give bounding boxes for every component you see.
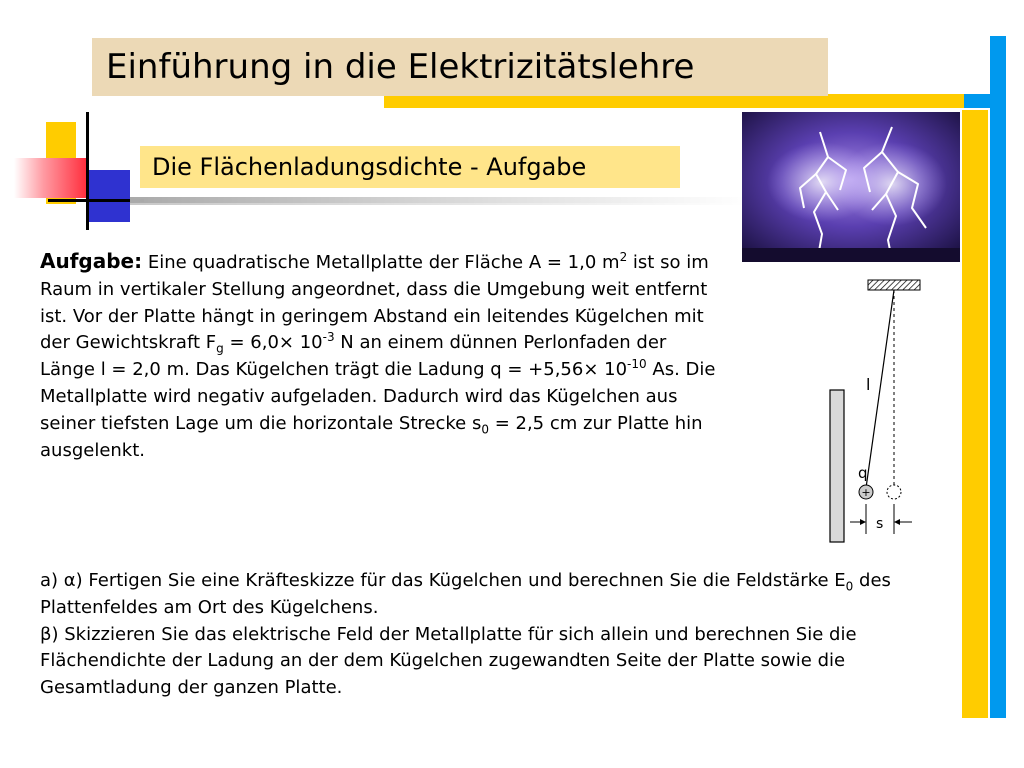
- rest-ball-outline: [887, 485, 901, 499]
- task-sup-3: -10: [627, 357, 647, 372]
- question-alpha-text-2: des Plattenfeldes am Ort des Kügelchens.: [40, 570, 891, 618]
- lightning-photo: [742, 112, 960, 262]
- task-lead: Aufgabe:: [40, 249, 143, 273]
- subtitle-shadow-rule-thin: [130, 203, 750, 205]
- slide-title: Einführung in die Elektrizitätslehre: [106, 47, 695, 87]
- charge-label: q: [858, 464, 868, 482]
- task-sub-1: g: [216, 341, 224, 356]
- title-underline-bar: [384, 94, 988, 108]
- question-a-label: a): [40, 570, 64, 591]
- task-sup-1: 2: [619, 250, 628, 264]
- questions-block: [40, 568, 920, 702]
- question-beta: [40, 622, 920, 702]
- task-sup-2: -3: [322, 330, 335, 345]
- beta-symbol: β: [40, 623, 52, 645]
- ceiling-mount: [868, 280, 920, 290]
- title-underline-blue-segment: [964, 94, 990, 108]
- logo-vertical-line: [86, 112, 89, 230]
- logo-red-gradient: [14, 158, 88, 198]
- right-accent-bar-blue: [990, 36, 1006, 718]
- question-alpha-sub: 0: [845, 579, 854, 594]
- arrowhead-left: [860, 519, 866, 525]
- pendulum-diagram: [820, 276, 930, 546]
- task-text-6: = 2,5 cm zur Platte hin ausgelenkt.: [40, 412, 703, 461]
- length-label: l: [866, 375, 871, 394]
- task-text-4: N an einem dünnen Perlonfaden der Länge l = 2,0 m. Das Kügelchen trägt die Ladung q = +5,56× 10: [40, 332, 667, 381]
- title-box: [92, 38, 828, 96]
- right-accent-bar-yellow: [962, 110, 988, 718]
- displacement-label: s: [876, 516, 884, 532]
- metal-plate: [830, 390, 844, 542]
- task-paragraph: [40, 248, 720, 464]
- question-a-alpha: [40, 568, 920, 622]
- question-beta-text: ) Skizzieren Sie das elektrische Feld der Metallplatte für sich allein und berechnen Sie die Flächendichte der Ladung an der dem Kügelchen zugewandten Seite der Platte sowie die Gesamtladung der ganzen Platte.: [40, 623, 857, 699]
- subtitle-box: [140, 146, 680, 188]
- logo-blue-square: [88, 170, 130, 222]
- slide-subtitle: Die Flächenladungsdichte - Aufgabe: [152, 153, 587, 181]
- task-text-2: ist so im Raum in vertikaler Stellung angeordnet, dass die Umgebung weit entfernt ist. Vor der Platte hängt in geringem Abstand ein leitendes Kügelchen mit der Gewichtskraft F: [40, 252, 709, 354]
- arrowhead-right: [894, 519, 900, 525]
- plus-sign: +: [861, 486, 871, 499]
- task-text-5: As. Die Metallplatte wird negativ aufgeladen. Dadurch wird das Kügelchen aus seiner tiefsten Lage um die horizontale Strecke s: [40, 359, 716, 434]
- alpha-symbol: α: [63, 570, 76, 591]
- task-sub-2: 0: [481, 422, 489, 437]
- question-alpha-text-1: ) Fertigen Sie eine Kräfteskizze für das Kügelchen und berechnen Sie die Feldstärke E: [75, 570, 846, 591]
- task-text-3: = 6,0× 10: [223, 332, 323, 354]
- task-text-1: Eine quadratische Metallplatte der Fläche A = 1,0 m: [142, 252, 620, 273]
